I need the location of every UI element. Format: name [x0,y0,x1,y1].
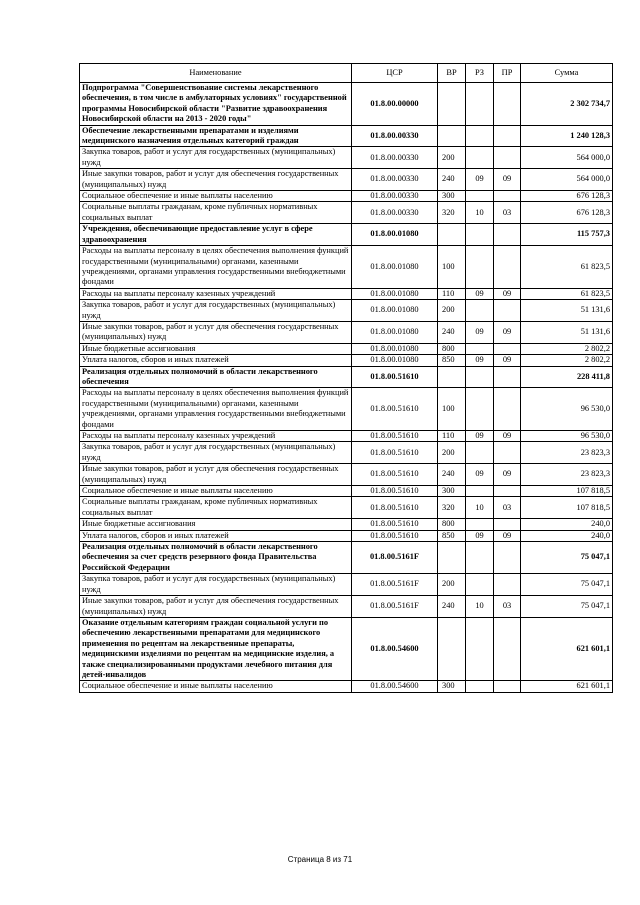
cell-pr [494,574,521,596]
cell-vr: 300 [438,681,466,692]
header-name: Наименование [80,64,352,83]
cell-csr: 01.8.00.01080 [352,246,438,289]
table-row [80,355,613,366]
cell-name: Социальное обеспечение и иные выплаты населению [80,191,352,202]
cell-rz [466,366,494,388]
cell-csr: 01.8.00.51610 [352,486,438,497]
cell-pr [494,343,521,354]
cell-pr: 09 [494,530,521,541]
cell-pr [494,486,521,497]
cell-vr [438,83,466,126]
table-header-row [80,64,613,83]
cell-rz: 10 [466,596,494,618]
cell-sum: 621 601,1 [521,617,613,680]
cell-name: Иные закупки товаров, работ и услуг для обеспечения государственных (муниципальных) нужд [80,169,352,191]
cell-sum: 2 802,2 [521,355,613,366]
cell-pr: 03 [494,202,521,224]
cell-pr [494,300,521,322]
cell-rz [466,125,494,147]
cell-csr: 01.8.00.00330 [352,202,438,224]
table-row [80,388,613,431]
cell-sum: 107 818,5 [521,486,613,497]
cell-csr: 01.8.00.01080 [352,288,438,299]
cell-name: Закупка товаров, работ и услуг для государственных (муниципальных) нужд [80,442,352,464]
cell-rz [466,83,494,126]
cell-csr: 01.8.00.5161F [352,596,438,618]
cell-csr: 01.8.00.01080 [352,355,438,366]
cell-vr: 200 [438,574,466,596]
header-sum: Сумма [521,64,613,83]
cell-rz [466,574,494,596]
cell-vr [438,617,466,680]
cell-csr: 01.8.00.51610 [352,431,438,442]
cell-name: Социальное обеспечение и иные выплаты населению [80,681,352,692]
cell-name: Реализация отдельных полномочий в области лекарственного обеспечения за счет средств резервного фонда Правительства Российской Федерации [80,542,352,574]
cell-sum: 61 823,5 [521,246,613,289]
cell-name: Расходы на выплаты персоналу казенных учреждений [80,431,352,442]
cell-vr: 320 [438,202,466,224]
cell-vr: 800 [438,519,466,530]
cell-name: Социальные выплаты гражданам, кроме публичных нормативных социальных выплат [80,202,352,224]
cell-name: Расходы на выплаты персоналу в целях обеспечения выполнения функций государственными (муниципальными) органами, казенными учреждениями, органами управления государственными внебюджетными фондами [80,388,352,431]
table-row [80,431,613,442]
cell-rz: 10 [466,202,494,224]
cell-name: Уплата налогов, сборов и иных платежей [80,530,352,541]
cell-sum: 75 047,1 [521,574,613,596]
cell-csr: 01.8.00.51610 [352,530,438,541]
cell-rz: 10 [466,497,494,519]
cell-rz [466,617,494,680]
cell-csr: 01.8.00.01080 [352,224,438,246]
cell-sum: 676 128,3 [521,191,613,202]
cell-pr: 09 [494,321,521,343]
table-row [80,169,613,191]
cell-rz: 09 [466,530,494,541]
cell-sum: 107 818,5 [521,497,613,519]
cell-vr: 850 [438,530,466,541]
cell-sum: 621 601,1 [521,681,613,692]
cell-rz: 09 [466,288,494,299]
table-row [80,574,613,596]
cell-rz [466,519,494,530]
table-row [80,288,613,299]
table-row [80,530,613,541]
cell-vr: 200 [438,147,466,169]
cell-rz: 09 [466,464,494,486]
cell-pr [494,125,521,147]
table-row [80,596,613,618]
cell-pr [494,542,521,574]
cell-csr: 01.8.00.00000 [352,83,438,126]
cell-rz: 09 [466,431,494,442]
cell-rz [466,681,494,692]
cell-name: Иные бюджетные ассигнования [80,519,352,530]
cell-pr [494,519,521,530]
cell-name: Расходы на выплаты персоналу в целях обеспечения выполнения функций государственными (муниципальными) органами, казенными учреждениями, органами управления государственными внебюджетными фондами [80,246,352,289]
cell-pr: 03 [494,596,521,618]
cell-pr: 09 [494,464,521,486]
table-row [80,542,613,574]
cell-name: Закупка товаров, работ и услуг для государственных (муниципальных) нужд [80,300,352,322]
cell-pr [494,147,521,169]
cell-rz [466,486,494,497]
cell-sum: 2 302 734,7 [521,83,613,126]
page-number: Страница 8 из 71 [287,855,353,864]
cell-vr: 100 [438,388,466,431]
cell-vr: 200 [438,442,466,464]
cell-vr: 100 [438,246,466,289]
cell-sum: 240,0 [521,530,613,541]
cell-vr: 240 [438,169,466,191]
table-row [80,617,613,680]
table-row [80,321,613,343]
cell-sum: 676 128,3 [521,202,613,224]
cell-name: Социальное обеспечение и иные выплаты населению [80,486,352,497]
cell-name: Учреждения, обеспечивающие предоставление услуг в сфере здравоохранения [80,224,352,246]
cell-name: Социальные выплаты гражданам, кроме публичных нормативных социальных выплат [80,497,352,519]
cell-csr: 01.8.00.51610 [352,366,438,388]
cell-vr [438,125,466,147]
cell-vr [438,366,466,388]
cell-rz [466,343,494,354]
cell-vr: 240 [438,464,466,486]
cell-sum: 96 530,0 [521,431,613,442]
cell-csr: 01.8.00.01080 [352,321,438,343]
cell-sum: 228 411,8 [521,366,613,388]
table-row [80,519,613,530]
cell-name: Закупка товаров, работ и услуг для государственных (муниципальных) нужд [80,147,352,169]
cell-csr: 01.8.00.51610 [352,497,438,519]
cell-rz [466,300,494,322]
cell-name: Иные закупки товаров, работ и услуг для обеспечения государственных (муниципальных) нужд [80,596,352,618]
header-rz: РЗ [466,64,494,83]
cell-csr: 01.8.00.54600 [352,681,438,692]
table-body [80,83,613,693]
table-row [80,464,613,486]
table-row [80,442,613,464]
table-row [80,300,613,322]
budget-table [79,63,613,693]
cell-pr [494,224,521,246]
cell-csr: 01.8.00.00330 [352,147,438,169]
cell-rz [466,442,494,464]
table-row [80,202,613,224]
cell-rz: 09 [466,169,494,191]
cell-pr [494,83,521,126]
cell-rz [466,246,494,289]
cell-vr: 300 [438,486,466,497]
cell-name: Уплата налогов, сборов и иных платежей [80,355,352,366]
cell-name: Иные закупки товаров, работ и услуг для обеспечения государственных (муниципальных) нужд [80,321,352,343]
cell-sum: 2 802,2 [521,343,613,354]
cell-pr [494,617,521,680]
cell-pr: 09 [494,169,521,191]
table-row [80,246,613,289]
cell-vr [438,542,466,574]
cell-vr: 240 [438,321,466,343]
cell-sum: 115 757,3 [521,224,613,246]
cell-csr: 01.8.00.5161F [352,542,438,574]
cell-rz [466,191,494,202]
table-row [80,366,613,388]
cell-sum: 75 047,1 [521,542,613,574]
cell-sum: 240,0 [521,519,613,530]
cell-vr: 800 [438,343,466,354]
cell-csr: 01.8.00.00330 [352,125,438,147]
cell-sum: 51 131,6 [521,300,613,322]
header-pr: ПР [494,64,521,83]
cell-pr [494,191,521,202]
cell-csr: 01.8.00.54600 [352,617,438,680]
header-csr: ЦСР [352,64,438,83]
cell-sum: 23 823,3 [521,442,613,464]
cell-sum: 23 823,3 [521,464,613,486]
cell-sum: 564 000,0 [521,169,613,191]
cell-csr: 01.8.00.51610 [352,442,438,464]
cell-csr: 01.8.00.51610 [352,464,438,486]
cell-pr [494,366,521,388]
cell-sum: 61 823,5 [521,288,613,299]
cell-name: Иные закупки товаров, работ и услуг для обеспечения государственных (муниципальных) нужд [80,464,352,486]
cell-rz [466,147,494,169]
table-row [80,83,613,126]
cell-name: Подпрограмма "Совершенствование системы лекарственного обеспечения, в том числе в амбулаторных условиях" государственной программы Новосибирской области "Развитие здравоохранения Новосибирской области на 2013 - 2020 годы" [80,83,352,126]
cell-name: Расходы на выплаты персоналу казенных учреждений [80,288,352,299]
cell-rz [466,224,494,246]
cell-pr [494,246,521,289]
cell-csr: 01.8.00.00330 [352,191,438,202]
cell-sum: 1 240 128,3 [521,125,613,147]
cell-name: Обеспечение лекарственными препаратами и изделиями медицинского назначения отдельных категорий граждан [80,125,352,147]
cell-csr: 01.8.00.51610 [352,519,438,530]
table-row [80,224,613,246]
cell-pr: 09 [494,288,521,299]
cell-pr: 09 [494,355,521,366]
cell-sum: 51 131,6 [521,321,613,343]
cell-name: Реализация отдельных полномочий в области лекарственного обеспечения [80,366,352,388]
cell-vr: 300 [438,191,466,202]
cell-rz [466,388,494,431]
cell-csr: 01.8.00.51610 [352,388,438,431]
cell-rz: 09 [466,355,494,366]
cell-pr [494,442,521,464]
cell-csr: 01.8.00.01080 [352,343,438,354]
table-row [80,191,613,202]
cell-sum: 96 530,0 [521,388,613,431]
cell-csr: 01.8.00.00330 [352,169,438,191]
cell-pr [494,388,521,431]
table-row [80,486,613,497]
cell-pr: 09 [494,431,521,442]
cell-vr: 110 [438,288,466,299]
cell-pr [494,681,521,692]
cell-csr: 01.8.00.5161F [352,574,438,596]
table-row [80,497,613,519]
cell-name: Закупка товаров, работ и услуг для государственных (муниципальных) нужд [80,574,352,596]
cell-csr: 01.8.00.01080 [352,300,438,322]
table-row [80,125,613,147]
cell-pr: 03 [494,497,521,519]
cell-name: Оказание отдельным категориям граждан социальной услуги по обеспечению лекарственными препаратами для медицинского применения по рецептам на лекарственные препараты, медицинскими изделиями по рецептам на медицинские изделия, а также специализированными продуктами лечебного питания для детей-инвалидов [80,617,352,680]
cell-vr: 200 [438,300,466,322]
cell-vr: 110 [438,431,466,442]
cell-rz [466,542,494,574]
table-row [80,681,613,692]
table-row [80,343,613,354]
cell-sum: 75 047,1 [521,596,613,618]
cell-rz: 09 [466,321,494,343]
cell-name: Иные бюджетные ассигнования [80,343,352,354]
cell-vr: 850 [438,355,466,366]
header-vr: ВР [438,64,466,83]
cell-vr: 240 [438,596,466,618]
cell-sum: 564 000,0 [521,147,613,169]
cell-vr: 320 [438,497,466,519]
table-row [80,147,613,169]
cell-vr [438,224,466,246]
